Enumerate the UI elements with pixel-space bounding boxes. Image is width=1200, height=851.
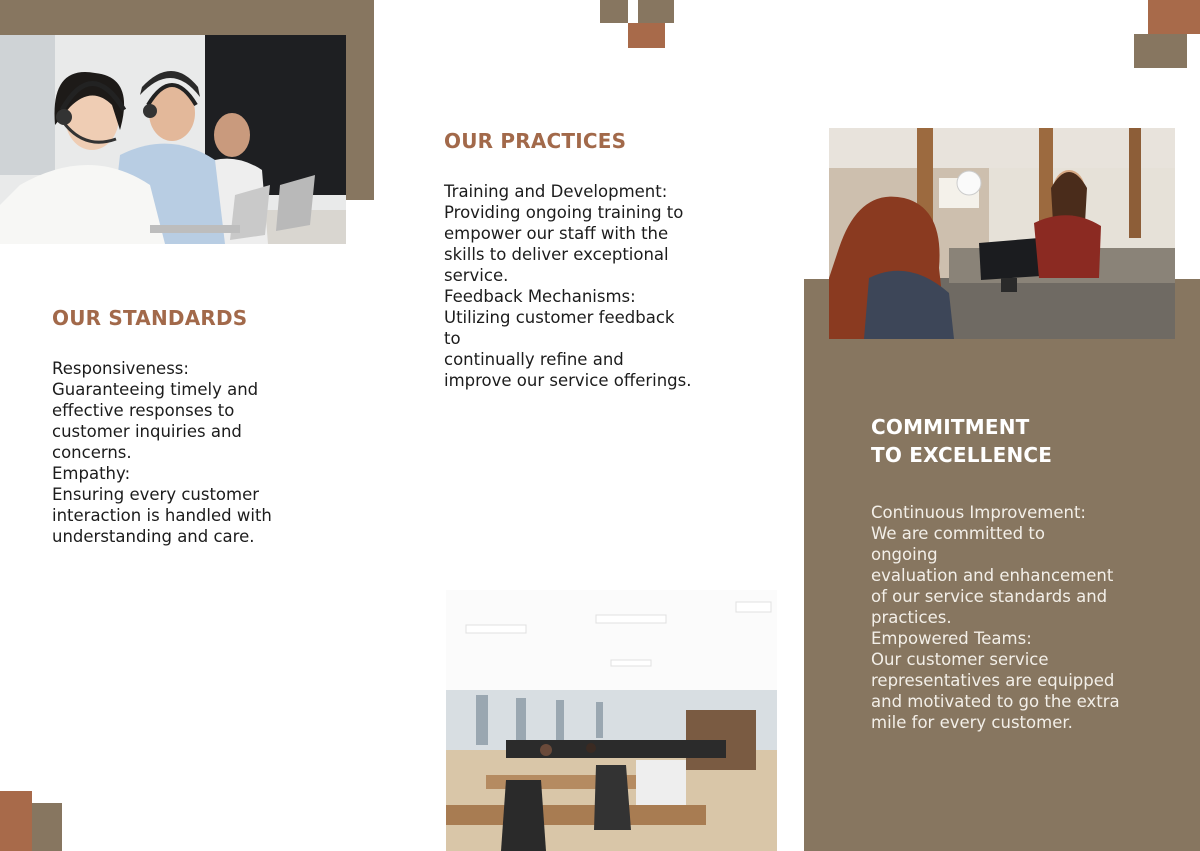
practices-line: continually refine and (444, 350, 624, 369)
commitment-heading (871, 413, 1052, 469)
standards-line: Guaranteeing timely and (52, 380, 259, 399)
practices-line: empower our staff with the (444, 224, 669, 243)
standards-line: Responsiveness: (52, 359, 189, 378)
standards-line: Empathy: (52, 464, 131, 483)
commitment-heading-line-1: COMMITMENT (871, 415, 1030, 439)
top-deco-square-3 (628, 23, 665, 48)
practices-line: Utilizing customer feedback (444, 308, 675, 327)
bottom-left-deco-square-taupe (32, 803, 62, 851)
practices-line: service. (444, 266, 509, 285)
standards-line: effective responses to (52, 401, 235, 420)
practices-body (444, 181, 692, 391)
commitment-body (871, 502, 1120, 733)
standards-line: interaction is handled with (52, 506, 272, 525)
commitment-line: mile for every customer. (871, 713, 1073, 732)
commitment-line: Continuous Improvement: (871, 503, 1086, 522)
commitment-line: of our service standards and (871, 587, 1108, 606)
practices-heading: OUR PRACTICES (444, 129, 627, 153)
practices-line: Providing ongoing training to (444, 203, 684, 222)
practices-line: Training and Development: (444, 182, 668, 201)
top-right-deco-square-rust (1148, 0, 1200, 34)
commitment-line: evaluation and enhancement (871, 566, 1114, 585)
standards-body (52, 358, 272, 547)
standards-line: Ensuring every customer (52, 485, 260, 504)
top-deco-square-1 (600, 0, 628, 23)
commitment-line: Our customer service (871, 650, 1049, 669)
standards-line: concerns. (52, 443, 132, 462)
top-deco-square-2 (638, 0, 674, 23)
practices-line: to (444, 329, 461, 348)
commitment-line: ongoing (871, 545, 938, 564)
standards-heading: OUR STANDARDS (52, 306, 248, 330)
commitment-heading-line-2: TO EXCELLENCE (871, 443, 1053, 467)
commitment-line: practices. (871, 608, 952, 627)
standards-line: customer inquiries and (52, 422, 242, 441)
commitment-line: representatives are equipped (871, 671, 1115, 690)
commitment-line: and motivated to go the extra (871, 692, 1120, 711)
practices-line: Feedback Mechanisms: (444, 287, 636, 306)
standards-line: understanding and care. (52, 527, 255, 546)
call-center-photo (0, 35, 346, 244)
reception-desk-photo (829, 128, 1175, 339)
open-office-photo (446, 590, 777, 851)
top-right-deco-square-taupe (1134, 34, 1187, 68)
practices-line: improve our service offerings. (444, 371, 692, 390)
practices-line: skills to deliver exceptional (444, 245, 669, 264)
commitment-line: Empowered Teams: (871, 629, 1032, 648)
bottom-left-deco-square-rust (0, 791, 32, 851)
commitment-line: We are committed to (871, 524, 1045, 543)
